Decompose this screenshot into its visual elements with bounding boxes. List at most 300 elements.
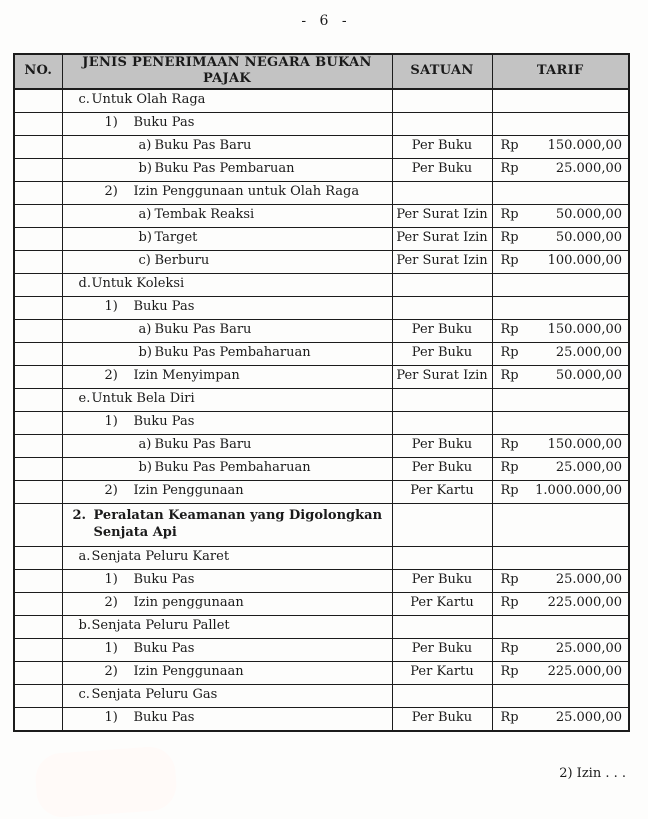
cell-tarif (492, 707, 629, 731)
cell-jenis (62, 296, 392, 319)
tarif-value (493, 345, 629, 361)
cell-satuan: Per Surat Izin (392, 365, 492, 388)
cell-jenis (62, 135, 392, 158)
cell-no (14, 615, 62, 638)
item-text (155, 345, 392, 361)
item-text (134, 595, 392, 611)
cell-jenis (62, 319, 392, 342)
tarif-value (493, 595, 629, 611)
cell-tarif (492, 250, 629, 273)
cell-no (14, 296, 62, 319)
item-text-line: Untuk Koleksi (91, 276, 185, 292)
item-text (155, 437, 392, 453)
jenis-entry (63, 437, 392, 453)
item-label: c. (78, 92, 90, 108)
cell-no (14, 480, 62, 503)
item-label: d. (78, 276, 91, 292)
cell-tarif (492, 112, 629, 135)
table-row (14, 204, 629, 227)
table-row (14, 592, 629, 615)
cell-satuan: Per Kartu (392, 592, 492, 615)
table-body (14, 89, 629, 731)
cell-satuan: Per Buku (392, 319, 492, 342)
tarif-value (493, 437, 629, 453)
item-text-line: Buku Pas (133, 115, 195, 131)
cell-satuan: Per Surat Izin (392, 204, 492, 227)
tarif-value (493, 368, 629, 384)
cell-tarif (492, 434, 629, 457)
jenis-entry (63, 483, 392, 499)
cell-tarif (492, 457, 629, 480)
cell-satuan: Per Buku (392, 569, 492, 592)
item-label: a) (138, 207, 152, 223)
cell-tarif (492, 592, 629, 615)
item-label: a) (138, 138, 152, 154)
cell-no (14, 592, 62, 615)
tarif-amount: 50.000,00 (555, 230, 622, 246)
item-text (94, 508, 392, 541)
cell-tarif (492, 411, 629, 434)
currency-label: Rp (500, 230, 519, 246)
item-text-line: Untuk Bela Diri (91, 391, 195, 407)
cell-tarif (492, 204, 629, 227)
cell-jenis (62, 457, 392, 480)
item-label: 2) (104, 595, 118, 611)
currency-label: Rp (500, 664, 519, 680)
cell-tarif (492, 319, 629, 342)
table-row (14, 112, 629, 135)
table-row (14, 158, 629, 181)
jenis-entry (63, 618, 392, 634)
currency-label: Rp (500, 138, 519, 154)
jenis-entry (63, 508, 392, 541)
item-text (134, 710, 392, 726)
jenis-entry (63, 253, 392, 269)
cell-satuan (392, 181, 492, 204)
cell-jenis (62, 227, 392, 250)
tarif-value (493, 710, 629, 726)
table-row (14, 434, 629, 457)
currency-label: Rp (500, 253, 519, 269)
cell-satuan: Per Buku (392, 638, 492, 661)
tarif-amount: 25.000,00 (555, 572, 622, 588)
tariff-table (13, 53, 630, 732)
cell-jenis (62, 158, 392, 181)
item-label: c. (78, 687, 90, 703)
currency-label: Rp (500, 460, 519, 476)
cell-tarif (492, 365, 629, 388)
item-label: 2. (72, 508, 87, 524)
item-text (92, 276, 392, 292)
cell-jenis (62, 273, 392, 296)
item-text-line: Buku Pas Baru (154, 322, 252, 338)
item-label: 2) (104, 368, 118, 384)
cell-jenis (62, 661, 392, 684)
cell-satuan: Per Kartu (392, 661, 492, 684)
tarif-value (493, 572, 629, 588)
item-text (134, 299, 392, 315)
cell-jenis (62, 181, 392, 204)
cell-no (14, 388, 62, 411)
jenis-entry (63, 368, 392, 384)
tarif-value (493, 460, 629, 476)
cell-satuan (392, 296, 492, 319)
cell-jenis (62, 365, 392, 388)
jenis-entry (63, 299, 392, 315)
currency-label: Rp (500, 595, 519, 611)
item-text (155, 322, 392, 338)
item-label: b. (78, 618, 91, 634)
item-text-line: Senjata Peluru Gas (91, 687, 218, 703)
item-text (92, 618, 392, 634)
item-text-line: Izin penggunaan (133, 595, 244, 611)
cell-no (14, 707, 62, 731)
cell-jenis (62, 592, 392, 615)
cell-jenis (62, 684, 392, 707)
cell-jenis (62, 503, 392, 546)
item-label: 2) (104, 664, 118, 680)
cell-satuan (392, 273, 492, 296)
item-text (134, 483, 392, 499)
jenis-entry (63, 345, 392, 361)
cell-no (14, 365, 62, 388)
item-text (134, 115, 392, 131)
cell-tarif (492, 546, 629, 569)
table-row (14, 638, 629, 661)
item-text-line: Buku Pas (133, 572, 195, 588)
cell-satuan: Per Buku (392, 135, 492, 158)
tarif-value (493, 230, 629, 246)
tarif-amount: 1.000.000,00 (535, 483, 622, 499)
table-row (14, 273, 629, 296)
tarif-value (493, 641, 629, 657)
item-text-line: Izin Penggunaan untuk Olah Raga (133, 184, 360, 200)
cell-jenis (62, 250, 392, 273)
item-text-line: Izin Penggunaan (133, 483, 244, 499)
jenis-entry (63, 414, 392, 430)
item-text-line: Izin Menyimpan (133, 368, 240, 384)
item-label: a. (78, 549, 91, 565)
item-label: 1) (104, 115, 118, 131)
cell-jenis (62, 638, 392, 661)
cell-no (14, 569, 62, 592)
table-row (14, 546, 629, 569)
cell-no (14, 342, 62, 365)
cell-satuan: Per Buku (392, 158, 492, 181)
cell-jenis (62, 388, 392, 411)
item-text-line: Buku Pas (133, 414, 195, 430)
table-row (14, 296, 629, 319)
jenis-entry (63, 391, 392, 407)
cell-no (14, 273, 62, 296)
cell-tarif (492, 89, 629, 113)
cell-satuan (392, 112, 492, 135)
cell-satuan (392, 684, 492, 707)
item-text (134, 184, 392, 200)
currency-label: Rp (500, 710, 519, 726)
cell-no (14, 661, 62, 684)
item-text-line: Buku Pas (133, 641, 195, 657)
item-text (155, 230, 392, 246)
tarif-value (493, 161, 629, 177)
item-text-line: Berburu (154, 253, 210, 269)
cell-no (14, 457, 62, 480)
cell-satuan: Per Buku (392, 707, 492, 731)
item-text-line: Buku Pas Baru (154, 437, 252, 453)
cell-satuan (392, 411, 492, 434)
jenis-entry (63, 572, 392, 588)
jenis-entry (63, 664, 392, 680)
item-text (134, 368, 392, 384)
table-row (14, 181, 629, 204)
item-text-line: Peralatan Keamanan yang Digolongkan (93, 508, 383, 524)
cell-satuan: Per Surat Izin (392, 227, 492, 250)
catchword-next-page: 2) Izin . . . (559, 766, 626, 781)
scan-smudge-artifact (34, 745, 178, 819)
jenis-entry (63, 207, 392, 223)
table-row (14, 227, 629, 250)
cell-jenis (62, 112, 392, 135)
cell-jenis (62, 569, 392, 592)
currency-label: Rp (500, 207, 519, 223)
item-text-line: Buku Pas (133, 299, 195, 315)
jenis-entry (63, 115, 392, 131)
table-row (14, 684, 629, 707)
cell-no (14, 684, 62, 707)
tarif-amount: 225.000,00 (547, 595, 622, 611)
item-label: e. (78, 391, 91, 407)
jenis-entry (63, 549, 392, 565)
jenis-entry (63, 92, 392, 108)
jenis-entry (63, 161, 392, 177)
cell-no (14, 411, 62, 434)
item-label: 1) (104, 710, 118, 726)
table-row (14, 342, 629, 365)
item-label: 1) (104, 299, 118, 315)
cell-tarif (492, 296, 629, 319)
tarif-amount: 50.000,00 (555, 207, 622, 223)
item-label: 1) (104, 641, 118, 657)
cell-satuan (392, 503, 492, 546)
jenis-entry (63, 710, 392, 726)
tarif-amount: 225.000,00 (547, 664, 622, 680)
cell-no (14, 204, 62, 227)
cell-tarif (492, 480, 629, 503)
item-label: 2) (104, 483, 118, 499)
cell-jenis (62, 707, 392, 731)
currency-label: Rp (500, 437, 519, 453)
cell-jenis (62, 342, 392, 365)
cell-no (14, 135, 62, 158)
item-text (92, 687, 392, 703)
currency-label: Rp (500, 483, 519, 499)
page-number: - 6 - (301, 13, 347, 29)
table-row (14, 661, 629, 684)
item-text (134, 572, 392, 588)
table-row (14, 480, 629, 503)
table-header-row (14, 54, 629, 89)
item-label: b) (138, 460, 152, 476)
item-text (134, 664, 392, 680)
table-row (14, 388, 629, 411)
cell-tarif (492, 181, 629, 204)
tarif-value (493, 664, 629, 680)
cell-jenis (62, 411, 392, 434)
currency-label: Rp (500, 572, 519, 588)
tarif-value (493, 138, 629, 154)
table-row (14, 319, 629, 342)
tarif-amount: 25.000,00 (555, 161, 622, 177)
item-text (92, 391, 392, 407)
item-text-line: Senjata Peluru Karet (91, 549, 230, 565)
table-row (14, 250, 629, 273)
tarif-value (493, 322, 629, 338)
tarif-amount: 150.000,00 (547, 322, 622, 338)
jenis-entry (63, 230, 392, 246)
table-row (14, 503, 629, 546)
cell-tarif (492, 388, 629, 411)
item-label: a) (138, 437, 152, 453)
item-text-line: Buku Pas (133, 710, 195, 726)
item-label: 1) (104, 572, 118, 588)
cell-no (14, 227, 62, 250)
cell-satuan: Per Surat Izin (392, 250, 492, 273)
jenis-entry (63, 595, 392, 611)
tarif-amount: 25.000,00 (555, 345, 622, 361)
jenis-entry (63, 138, 392, 154)
cell-tarif (492, 615, 629, 638)
tarif-amount: 100.000,00 (547, 253, 622, 269)
item-label: 2) (104, 184, 118, 200)
item-text-line: Buku Pas Pembaharuan (154, 460, 311, 476)
item-text-line: Buku Pas Pembaharuan (154, 345, 311, 361)
cell-tarif (492, 227, 629, 250)
cell-no (14, 250, 62, 273)
item-text (155, 138, 392, 154)
item-text (155, 207, 392, 223)
item-text (155, 161, 392, 177)
item-label: b) (138, 161, 152, 177)
cell-tarif (492, 569, 629, 592)
tarif-amount: 25.000,00 (555, 641, 622, 657)
item-text-line: Senjata Peluru Pallet (91, 618, 230, 634)
jenis-entry (63, 322, 392, 338)
cell-satuan: Per Buku (392, 457, 492, 480)
table-row (14, 707, 629, 731)
cell-satuan (392, 615, 492, 638)
item-text (155, 460, 392, 476)
jenis-entry (63, 460, 392, 476)
table-row (14, 569, 629, 592)
cell-tarif (492, 135, 629, 158)
cell-no (14, 319, 62, 342)
cell-no (14, 434, 62, 457)
table-row (14, 89, 629, 113)
tarif-amount: 150.000,00 (547, 138, 622, 154)
cell-jenis (62, 89, 392, 113)
cell-no (14, 546, 62, 569)
table-row (14, 457, 629, 480)
table-row (14, 135, 629, 158)
cell-jenis (62, 204, 392, 227)
jenis-entry (63, 184, 392, 200)
cell-tarif (492, 684, 629, 707)
tarif-amount: 150.000,00 (547, 437, 622, 453)
item-text-line: Izin Penggunaan (133, 664, 244, 680)
cell-tarif (492, 342, 629, 365)
tarif-value (493, 207, 629, 223)
item-text (92, 92, 392, 108)
cell-satuan (392, 546, 492, 569)
item-text (155, 253, 392, 269)
cell-tarif (492, 503, 629, 546)
cell-jenis (62, 615, 392, 638)
col-header-satuan: SATUAN (392, 54, 492, 89)
jenis-entry (63, 276, 392, 292)
item-label: b) (138, 230, 152, 246)
cell-satuan: Per Buku (392, 434, 492, 457)
cell-jenis (62, 434, 392, 457)
cell-jenis (62, 546, 392, 569)
cell-satuan: Per Buku (392, 342, 492, 365)
cell-tarif (492, 661, 629, 684)
currency-label: Rp (500, 345, 519, 361)
item-text-line: Buku Pas Baru (154, 138, 252, 154)
cell-tarif (492, 273, 629, 296)
table-row (14, 365, 629, 388)
cell-satuan (392, 89, 492, 113)
cell-tarif (492, 158, 629, 181)
item-label: a) (138, 322, 152, 338)
item-text-line: Senjata Api (93, 524, 177, 540)
cell-no (14, 181, 62, 204)
col-header-tarif: TARIF (492, 54, 629, 89)
table-row (14, 411, 629, 434)
tarif-amount: 50.000,00 (555, 368, 622, 384)
cell-jenis (62, 480, 392, 503)
item-text (92, 549, 392, 565)
item-label: c) (138, 253, 151, 269)
cell-no (14, 158, 62, 181)
tarif-value (493, 253, 629, 269)
item-text-line: Tembak Reaksi (154, 207, 255, 223)
cell-no (14, 89, 62, 113)
tarif-amount: 25.000,00 (555, 460, 622, 476)
cell-no (14, 638, 62, 661)
jenis-entry (63, 687, 392, 703)
cell-no (14, 112, 62, 135)
currency-label: Rp (500, 368, 519, 384)
cell-satuan: Per Kartu (392, 480, 492, 503)
item-label: b) (138, 345, 152, 361)
item-text-line: Untuk Olah Raga (91, 92, 206, 108)
currency-label: Rp (500, 161, 519, 177)
table-row (14, 615, 629, 638)
cell-satuan (392, 388, 492, 411)
cell-no (14, 503, 62, 546)
currency-label: Rp (500, 322, 519, 338)
tarif-value (493, 483, 629, 499)
item-label: 1) (104, 414, 118, 430)
item-text (134, 641, 392, 657)
jenis-entry (63, 641, 392, 657)
item-text-line: Target (154, 230, 198, 246)
currency-label: Rp (500, 641, 519, 657)
item-text (134, 414, 392, 430)
item-text-line: Buku Pas Pembaruan (154, 161, 295, 177)
tarif-amount: 25.000,00 (555, 710, 622, 726)
cell-tarif (492, 638, 629, 661)
